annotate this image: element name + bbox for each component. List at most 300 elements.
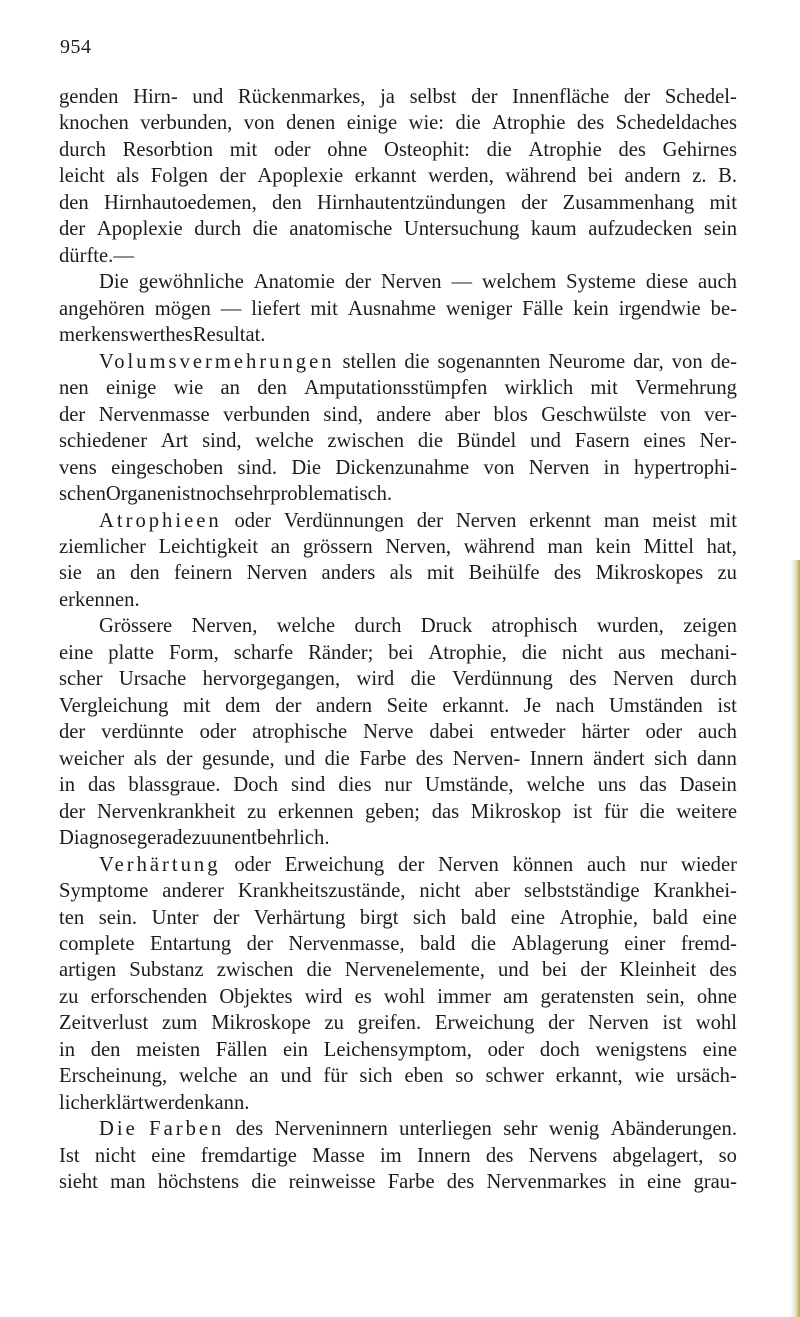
text-line xyxy=(59,481,737,507)
word: ja xyxy=(380,86,395,108)
word: die xyxy=(410,668,436,691)
word: mit xyxy=(709,509,737,532)
word: der xyxy=(398,853,425,876)
word: als xyxy=(389,562,413,585)
word: nur xyxy=(384,774,412,797)
word: in xyxy=(618,1171,635,1194)
word: eine xyxy=(646,1171,682,1194)
word: Verdünnung xyxy=(452,668,553,691)
text-line xyxy=(59,931,737,957)
word: geben; xyxy=(365,800,421,823)
body-text xyxy=(59,84,737,1196)
word: so xyxy=(718,1144,737,1167)
word: des xyxy=(569,668,597,691)
word: aber xyxy=(474,880,510,903)
word: birgt xyxy=(359,906,399,929)
word: denen xyxy=(286,112,336,135)
word: weniger xyxy=(445,297,513,320)
word: der xyxy=(59,800,86,823)
word: Farbe xyxy=(359,747,407,770)
word: des xyxy=(235,1118,264,1141)
word: des xyxy=(485,1144,514,1167)
word: Dickenzunahme xyxy=(335,456,470,479)
word: von xyxy=(243,112,275,135)
word: Hirnhautoedemen, xyxy=(104,191,257,214)
word: mit xyxy=(183,694,211,717)
text-line xyxy=(59,1063,737,1089)
word: Anatomie xyxy=(253,271,335,294)
word: sind xyxy=(290,774,326,797)
word: Nerven- xyxy=(452,747,521,770)
word: anderer xyxy=(162,880,224,903)
text-line xyxy=(59,534,737,560)
word: ziemlicher xyxy=(59,535,146,558)
word: wurden, xyxy=(596,615,664,638)
text-line xyxy=(59,1143,737,1169)
word: wirklich xyxy=(504,377,574,400)
word: ein xyxy=(282,1038,309,1061)
word: nur xyxy=(639,853,668,876)
word: dabei xyxy=(429,721,475,744)
word: oder xyxy=(234,509,272,532)
word: sein xyxy=(703,218,737,241)
word: eine xyxy=(510,906,546,929)
word: höchstens xyxy=(157,1171,239,1194)
word: sieht xyxy=(59,1171,98,1194)
word: ohne xyxy=(696,985,737,1008)
word: von xyxy=(659,403,691,426)
text-line xyxy=(59,772,737,798)
word: der xyxy=(416,509,444,532)
word: diese xyxy=(645,271,689,294)
word: schwer xyxy=(485,1065,544,1088)
word: Ist xyxy=(59,1144,80,1167)
word: auch xyxy=(698,271,737,294)
word: Resultat. xyxy=(192,324,266,347)
word: Erweichung xyxy=(284,853,385,876)
word: einige xyxy=(105,377,157,400)
word: kann. xyxy=(204,1091,250,1114)
word: uns xyxy=(597,774,627,797)
word: ist xyxy=(717,694,737,717)
word: Nerveninnern xyxy=(274,1118,388,1141)
word: welche xyxy=(179,1065,238,1088)
word: entweder xyxy=(490,721,566,744)
word: der xyxy=(521,191,548,214)
word: Mikroskopes xyxy=(595,562,704,585)
text-line xyxy=(59,693,737,719)
word: verbunden xyxy=(223,403,310,426)
word: schen xyxy=(59,483,106,506)
word: bald xyxy=(460,906,497,929)
word: Geschwülste xyxy=(541,403,647,426)
word: unentbehrlich. xyxy=(211,827,330,850)
word: zu xyxy=(246,800,267,823)
word: an xyxy=(220,377,240,400)
word: den xyxy=(272,191,302,214)
word: Nerven, xyxy=(191,615,258,638)
word: selbstständige xyxy=(523,880,640,903)
text-line xyxy=(59,613,737,639)
word: Nervenelemente, xyxy=(344,959,485,982)
word: Ausnahme xyxy=(347,297,436,320)
text-line xyxy=(59,163,737,189)
word: be- xyxy=(710,297,737,320)
word: Fälle xyxy=(522,297,564,320)
word: Nerven xyxy=(588,1012,649,1035)
word: leicht xyxy=(59,165,105,188)
word: in xyxy=(59,1038,76,1061)
word: Neurome xyxy=(548,350,626,373)
word: Umstände, xyxy=(424,774,514,797)
word: B. xyxy=(718,165,737,188)
word: geradezu xyxy=(136,827,212,850)
word: die xyxy=(639,800,665,823)
word: das xyxy=(431,800,460,823)
word: Ursache xyxy=(118,668,187,691)
word: fremd- xyxy=(680,933,737,955)
word: Innenfläche xyxy=(512,86,610,108)
word: Ner- xyxy=(699,430,737,453)
word: der xyxy=(246,933,273,955)
word: dar, xyxy=(633,350,664,373)
word: Ablagerung xyxy=(511,933,609,955)
word: den xyxy=(59,191,89,214)
word: die xyxy=(521,641,547,664)
word: Kleinheit xyxy=(619,959,697,982)
word: Zusammenhang xyxy=(562,191,695,214)
word: Apoplexie xyxy=(96,218,183,241)
word: Leichensymptom, xyxy=(323,1038,472,1061)
word: für xyxy=(603,800,628,823)
word: mit xyxy=(310,297,338,320)
word: Fasern xyxy=(574,430,630,453)
word: der xyxy=(219,165,246,188)
word: durch xyxy=(194,218,242,241)
word: Verhärtung xyxy=(253,906,346,929)
word: selbst xyxy=(409,86,457,108)
text-line xyxy=(59,322,737,348)
word: eingeschoben xyxy=(111,456,224,479)
word: der xyxy=(59,403,86,426)
word: blos xyxy=(493,403,528,426)
word: man xyxy=(547,535,583,558)
word: an xyxy=(96,562,116,585)
text-line xyxy=(59,269,737,295)
word: meist xyxy=(652,509,697,532)
word: zwischen xyxy=(327,430,405,453)
word: Doch xyxy=(233,774,279,797)
word: angehören xyxy=(59,297,145,320)
word: können xyxy=(512,853,574,876)
word: andere xyxy=(376,403,432,426)
word: bei xyxy=(541,959,568,982)
word: Farben xyxy=(149,1118,225,1141)
text-line xyxy=(59,1090,737,1116)
word: mit xyxy=(590,377,618,400)
word: Die xyxy=(99,271,129,294)
word: des xyxy=(553,562,582,585)
word: artigen xyxy=(59,959,117,982)
word: Mikroskop xyxy=(470,800,562,823)
word: der xyxy=(213,906,240,929)
word: mit xyxy=(709,191,737,214)
word: meisten xyxy=(136,1038,201,1061)
word: mechani- xyxy=(660,641,737,664)
word: Form, xyxy=(168,641,219,664)
word: der xyxy=(344,271,372,294)
word: gewöhnliche xyxy=(138,271,244,294)
word: zu xyxy=(717,562,737,585)
word: erkannt xyxy=(354,165,417,188)
word: atrophische xyxy=(252,721,348,744)
word: Osteophit: xyxy=(384,138,470,161)
word: aber xyxy=(444,403,481,426)
word: auch xyxy=(587,853,626,876)
word: irgendwie xyxy=(618,297,701,320)
word: bei xyxy=(388,641,414,664)
word: immer xyxy=(437,985,491,1008)
word: Vermehrung xyxy=(635,377,737,400)
word: die xyxy=(455,112,481,135)
word: zeigen xyxy=(683,615,737,638)
word: Gehirnes xyxy=(662,138,737,161)
word: complete xyxy=(59,933,135,955)
word: die xyxy=(417,430,443,453)
word: kein xyxy=(595,535,631,558)
word: scher xyxy=(59,668,103,691)
word: bei xyxy=(587,165,614,188)
word: — xyxy=(451,271,473,294)
word: merkenswerthes xyxy=(59,324,193,347)
page-number: 954 xyxy=(60,36,92,58)
word: oder xyxy=(234,853,271,876)
text-line xyxy=(59,799,737,825)
word: der xyxy=(59,218,86,241)
text-line xyxy=(59,878,737,904)
word: sein, xyxy=(646,985,685,1008)
word: liefert xyxy=(251,297,301,320)
word: Apoplexie xyxy=(257,165,344,188)
word: man xyxy=(110,1171,146,1194)
word: Fällen xyxy=(215,1038,268,1061)
word: sehr xyxy=(235,483,271,506)
word: welche xyxy=(526,774,585,797)
word: sind. xyxy=(237,456,277,479)
word: Schedel- xyxy=(664,86,737,108)
word: am xyxy=(503,985,529,1008)
word: andern xyxy=(624,165,681,188)
word: der xyxy=(166,747,193,770)
word: Untersuchung xyxy=(403,218,520,241)
word: problematisch. xyxy=(270,483,393,506)
word: Die xyxy=(291,456,322,479)
word: sich xyxy=(413,906,447,929)
word: durch xyxy=(59,138,106,161)
word: werden xyxy=(143,1091,205,1114)
word: einige xyxy=(346,112,398,135)
word: Dasein xyxy=(679,774,737,797)
word: und xyxy=(284,747,316,770)
word: oder xyxy=(273,138,311,161)
word: die xyxy=(324,747,350,770)
word: wohl xyxy=(695,1012,737,1035)
word: unterliegen xyxy=(399,1118,492,1141)
word: sehr xyxy=(503,1118,538,1141)
word: das xyxy=(639,774,667,797)
word: Systeme xyxy=(566,271,636,294)
word: erforschenden xyxy=(90,985,208,1008)
word: durch xyxy=(690,668,737,691)
word: Erweichung xyxy=(434,1012,535,1035)
text-line xyxy=(59,825,737,851)
text-line xyxy=(59,905,737,931)
text-line xyxy=(59,428,737,454)
word: zu xyxy=(324,1012,344,1035)
word: anatomische xyxy=(289,218,393,241)
word: welche xyxy=(276,615,336,638)
word: dies xyxy=(338,774,372,797)
word: Innern xyxy=(529,747,584,770)
text-line xyxy=(59,243,737,269)
word: wenig xyxy=(548,1118,600,1141)
word: erkennen. xyxy=(59,588,140,611)
word: Folgen xyxy=(150,165,208,188)
word: Atrophie xyxy=(492,112,566,135)
word: welchem xyxy=(481,271,557,294)
word: sie xyxy=(59,562,82,585)
text-line xyxy=(59,719,737,745)
word: aufzudecken xyxy=(588,218,693,241)
word: des xyxy=(618,138,646,161)
word: so xyxy=(455,1065,474,1088)
word: und xyxy=(497,959,529,982)
word: Nerven xyxy=(380,271,442,294)
word: Unter xyxy=(151,906,199,929)
word: scharfe xyxy=(233,641,294,664)
word: nicht xyxy=(561,641,604,664)
word: eine xyxy=(702,906,737,929)
text-line xyxy=(59,640,737,666)
word: des xyxy=(415,747,444,770)
word: Farbe xyxy=(387,1171,435,1194)
text-line xyxy=(59,852,737,878)
word: Mikroskope xyxy=(211,1012,311,1035)
word: wohl xyxy=(383,985,426,1008)
text-line xyxy=(59,1116,737,1142)
word: sein. xyxy=(98,906,138,929)
word: nicht xyxy=(94,1144,137,1167)
word: Nerven xyxy=(528,456,590,479)
word: Je xyxy=(523,694,541,717)
word: reinweisse xyxy=(288,1171,376,1194)
word: oder xyxy=(487,1038,525,1061)
text-line xyxy=(59,508,737,534)
word: Zeitverlust xyxy=(59,1012,149,1035)
text-line xyxy=(59,402,737,428)
text-line xyxy=(59,110,737,136)
word: im xyxy=(379,1144,402,1167)
word: Nerve xyxy=(363,721,414,744)
word: abgelagert, xyxy=(612,1144,704,1167)
word: feinern xyxy=(174,562,233,585)
word: härter xyxy=(581,721,630,744)
word: weicher xyxy=(59,747,125,770)
word: nicht xyxy=(419,880,461,903)
word: Grössere xyxy=(99,615,173,638)
text-line xyxy=(59,957,737,983)
word: Substanz xyxy=(129,959,204,982)
word: gesunde, xyxy=(202,747,275,770)
word: auch xyxy=(698,721,737,744)
word: die xyxy=(306,959,332,982)
text-line xyxy=(59,137,737,163)
text-line xyxy=(59,984,737,1010)
word: es xyxy=(354,985,372,1008)
word: Bündel xyxy=(456,430,517,453)
word: Atrophie xyxy=(528,138,602,161)
word: dann xyxy=(696,747,737,770)
word: in xyxy=(603,456,620,479)
word: ist xyxy=(662,1012,682,1035)
word: eine xyxy=(702,1038,737,1061)
word: fremdartige xyxy=(200,1144,297,1167)
word: werden, xyxy=(428,165,494,188)
word: ist xyxy=(176,483,196,506)
word: mit xyxy=(229,138,258,161)
word: blassgraue. xyxy=(128,774,221,797)
word: sich xyxy=(654,747,688,770)
word: Umständen xyxy=(609,694,703,717)
word: eine xyxy=(151,1144,186,1167)
word: Hirn- xyxy=(133,86,178,108)
word: Nerven xyxy=(455,509,517,532)
word: Mittel xyxy=(643,535,694,558)
word: mit xyxy=(426,562,455,585)
word: welche xyxy=(255,430,314,453)
word: des xyxy=(576,112,605,135)
text-line xyxy=(59,1037,737,1063)
word: eben xyxy=(404,1065,444,1088)
word: an xyxy=(270,535,291,558)
word: Druck xyxy=(420,615,473,638)
word: als xyxy=(133,747,157,770)
word: der xyxy=(548,1012,575,1035)
word: als xyxy=(116,165,140,188)
word: weitere xyxy=(676,800,737,823)
word: doch xyxy=(539,1038,580,1061)
word: Nervenmasse, xyxy=(288,933,405,955)
word: Amputationsstümpfen xyxy=(304,377,488,400)
word: der xyxy=(59,721,86,744)
word: Objektes xyxy=(219,985,293,1008)
word: Atrophieen xyxy=(99,509,222,532)
word: eines xyxy=(643,430,686,453)
word: sind, xyxy=(323,403,363,426)
text-line xyxy=(59,455,737,481)
word: sogenannten xyxy=(437,350,541,373)
word: Leichtigkeit xyxy=(158,535,259,558)
word: — xyxy=(220,297,242,320)
word: andern xyxy=(315,694,373,717)
text-line xyxy=(59,216,737,242)
word: Verdünnungen xyxy=(283,509,404,532)
word: hat, xyxy=(706,535,737,558)
word: man xyxy=(603,509,640,532)
word: den xyxy=(257,377,287,400)
word: die xyxy=(251,1171,277,1194)
word: Art xyxy=(160,430,189,453)
